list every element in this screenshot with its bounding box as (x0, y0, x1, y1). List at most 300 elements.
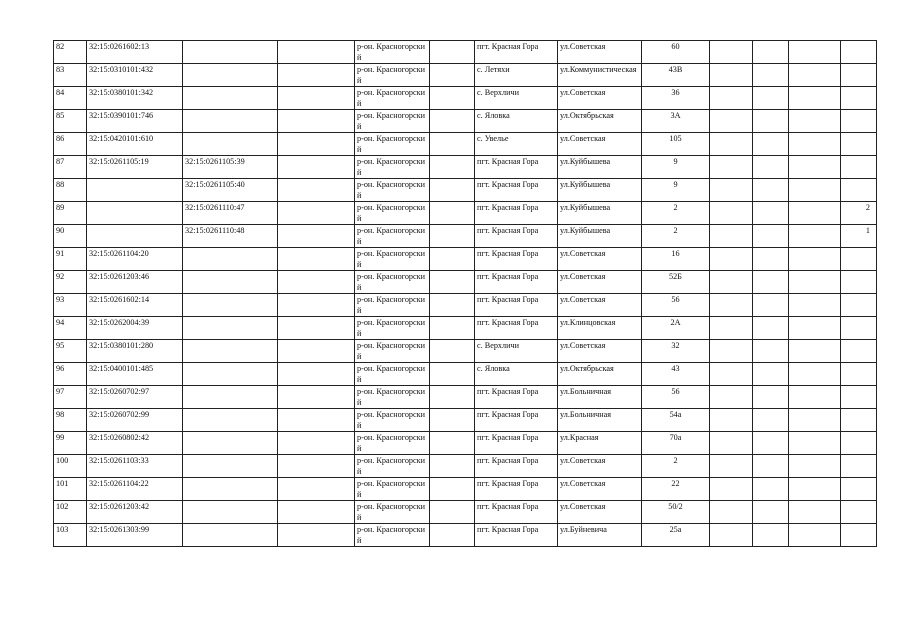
house-number-cell: 9 (642, 179, 710, 202)
house-number-cell: 54а (642, 409, 710, 432)
extra-value-cell (841, 133, 877, 156)
table-row (54, 340, 877, 363)
district-cell: р-он. Красногорский (355, 363, 430, 386)
empty-cell (278, 317, 355, 340)
street-cell: ул.Советская (558, 455, 642, 478)
house-number-cell: 43 (642, 363, 710, 386)
secondary-cadastral-number-cell (183, 455, 278, 478)
secondary-cadastral-number-cell (183, 501, 278, 524)
street-cell: ул.Советская (558, 340, 642, 363)
empty-cell (278, 455, 355, 478)
house-number-cell: 32 (642, 340, 710, 363)
table-row (54, 179, 877, 202)
empty-cell (278, 133, 355, 156)
empty-cell (430, 202, 475, 225)
empty-cell (278, 432, 355, 455)
secondary-cadastral-number-cell (183, 110, 278, 133)
extra-value-cell: 1 (841, 225, 877, 248)
cadastral-number-cell: 32:15:0260802:42 (87, 432, 183, 455)
street-cell: ул.Советская (558, 87, 642, 110)
secondary-cadastral-number-cell (183, 87, 278, 110)
house-number-cell: 50/2 (642, 501, 710, 524)
row-number-cell: 88 (54, 179, 87, 202)
empty-cell (710, 156, 753, 179)
cadastral-number-cell: 32:15:0420101:610 (87, 133, 183, 156)
table-row (54, 501, 877, 524)
house-number-cell: 105 (642, 133, 710, 156)
empty-cell (430, 340, 475, 363)
secondary-cadastral-number-cell (183, 317, 278, 340)
house-number-cell: 56 (642, 386, 710, 409)
settlement-cell: пгт. Красная Гора (475, 432, 558, 455)
empty-cell (789, 225, 841, 248)
row-number-cell: 86 (54, 133, 87, 156)
secondary-cadastral-number-cell: 32:15:0261110:47 (183, 202, 278, 225)
extra-value-cell (841, 294, 877, 317)
row-number-cell: 91 (54, 248, 87, 271)
street-cell: ул.Советская (558, 271, 642, 294)
empty-cell (430, 386, 475, 409)
table-row (54, 41, 877, 64)
settlement-cell: пгт. Красная Гора (475, 317, 558, 340)
empty-cell (789, 455, 841, 478)
empty-cell (789, 409, 841, 432)
empty-cell (753, 202, 789, 225)
cadastral-number-cell: 32:15:0260702:99 (87, 409, 183, 432)
row-number-cell: 103 (54, 524, 87, 547)
empty-cell (710, 41, 753, 64)
empty-cell (278, 87, 355, 110)
empty-cell (278, 248, 355, 271)
empty-cell (710, 363, 753, 386)
district-cell: р-он. Красногорский (355, 110, 430, 133)
empty-cell (710, 340, 753, 363)
settlement-cell: с. Верхличи (475, 340, 558, 363)
empty-cell (278, 64, 355, 87)
extra-value-cell (841, 455, 877, 478)
settlement-cell: пгт. Красная Гора (475, 386, 558, 409)
empty-cell (753, 133, 789, 156)
house-number-cell: 43В (642, 64, 710, 87)
registry-table (53, 40, 877, 547)
empty-cell (789, 271, 841, 294)
empty-cell (278, 179, 355, 202)
district-cell: р-он. Красногорский (355, 156, 430, 179)
settlement-cell: с. Увелье (475, 133, 558, 156)
extra-value-cell (841, 409, 877, 432)
empty-cell (710, 110, 753, 133)
empty-cell (430, 133, 475, 156)
empty-cell (430, 317, 475, 340)
cadastral-number-cell: 32:15:0261303:99 (87, 524, 183, 547)
district-cell: р-он. Красногорский (355, 202, 430, 225)
table-row (54, 271, 877, 294)
row-number-cell: 92 (54, 271, 87, 294)
empty-cell (789, 524, 841, 547)
secondary-cadastral-number-cell (183, 248, 278, 271)
street-cell: ул.Советская (558, 133, 642, 156)
row-number-cell: 95 (54, 340, 87, 363)
district-cell: р-он. Красногорский (355, 386, 430, 409)
table-row (54, 64, 877, 87)
cadastral-number-cell: 32:15:0261203:42 (87, 501, 183, 524)
settlement-cell: пгт. Красная Гора (475, 202, 558, 225)
empty-cell (710, 248, 753, 271)
cadastral-number-cell: 32:15:0260702:97 (87, 386, 183, 409)
table-row (54, 225, 877, 248)
row-number-cell: 96 (54, 363, 87, 386)
district-cell: р-он. Красногорский (355, 501, 430, 524)
empty-cell (753, 271, 789, 294)
empty-cell (753, 294, 789, 317)
secondary-cadastral-number-cell: 32:15:0261105:39 (183, 156, 278, 179)
empty-cell (753, 409, 789, 432)
empty-cell (430, 363, 475, 386)
empty-cell (430, 455, 475, 478)
extra-value-cell (841, 317, 877, 340)
empty-cell (789, 110, 841, 133)
street-cell: ул.Советская (558, 294, 642, 317)
empty-cell (278, 41, 355, 64)
table-row (54, 156, 877, 179)
row-number-cell: 90 (54, 225, 87, 248)
house-number-cell: 3А (642, 110, 710, 133)
extra-value-cell (841, 110, 877, 133)
empty-cell (789, 248, 841, 271)
extra-value-cell (841, 363, 877, 386)
table-row (54, 248, 877, 271)
district-cell: р-он. Красногорский (355, 478, 430, 501)
cadastral-number-cell: 32:15:0262004:39 (87, 317, 183, 340)
district-cell: р-он. Красногорский (355, 64, 430, 87)
empty-cell (710, 87, 753, 110)
extra-value-cell (841, 386, 877, 409)
row-number-cell: 102 (54, 501, 87, 524)
secondary-cadastral-number-cell (183, 294, 278, 317)
cadastral-number-cell (87, 225, 183, 248)
cadastral-number-cell: 32:15:0261602:13 (87, 41, 183, 64)
district-cell: р-он. Красногорский (355, 41, 430, 64)
settlement-cell: пгт. Красная Гора (475, 478, 558, 501)
empty-cell (430, 64, 475, 87)
table-row (54, 455, 877, 478)
row-number-cell: 83 (54, 64, 87, 87)
cadastral-number-cell (87, 179, 183, 202)
empty-cell (753, 478, 789, 501)
street-cell: ул.Буйневича (558, 524, 642, 547)
table-row (54, 386, 877, 409)
empty-cell (430, 156, 475, 179)
street-cell: ул.Куйбышева (558, 225, 642, 248)
district-cell: р-он. Красногорский (355, 524, 430, 547)
street-cell: ул.Октябрьская (558, 110, 642, 133)
empty-cell (789, 64, 841, 87)
extra-value-cell (841, 340, 877, 363)
district-cell: р-он. Красногорский (355, 225, 430, 248)
house-number-cell: 16 (642, 248, 710, 271)
cadastral-number-cell: 32:15:0310101:432 (87, 64, 183, 87)
empty-cell (753, 179, 789, 202)
empty-cell (789, 294, 841, 317)
empty-cell (789, 156, 841, 179)
secondary-cadastral-number-cell: 32:15:0261105:40 (183, 179, 278, 202)
empty-cell (430, 432, 475, 455)
table-row (54, 524, 877, 547)
district-cell: р-он. Красногорский (355, 294, 430, 317)
extra-value-cell (841, 87, 877, 110)
cadastral-number-cell: 32:15:0400101:485 (87, 363, 183, 386)
empty-cell (753, 225, 789, 248)
house-number-cell: 9 (642, 156, 710, 179)
district-cell: р-он. Красногорский (355, 340, 430, 363)
secondary-cadastral-number-cell (183, 271, 278, 294)
secondary-cadastral-number-cell (183, 409, 278, 432)
street-cell: ул.Советская (558, 41, 642, 64)
empty-cell (710, 225, 753, 248)
street-cell: ул.Больничная (558, 386, 642, 409)
house-number-cell: 70а (642, 432, 710, 455)
empty-cell (753, 110, 789, 133)
cadastral-number-cell: 32:15:0261602:14 (87, 294, 183, 317)
settlement-cell: пгт. Красная Гора (475, 41, 558, 64)
empty-cell (789, 87, 841, 110)
row-number-cell: 97 (54, 386, 87, 409)
house-number-cell: 36 (642, 87, 710, 110)
empty-cell (710, 202, 753, 225)
empty-cell (710, 294, 753, 317)
extra-value-cell (841, 271, 877, 294)
row-number-cell: 85 (54, 110, 87, 133)
settlement-cell: пгт. Красная Гора (475, 501, 558, 524)
row-number-cell: 89 (54, 202, 87, 225)
empty-cell (430, 248, 475, 271)
cadastral-number-cell: 32:15:0390101:746 (87, 110, 183, 133)
empty-cell (278, 202, 355, 225)
secondary-cadastral-number-cell (183, 478, 278, 501)
empty-cell (430, 409, 475, 432)
row-number-cell: 87 (54, 156, 87, 179)
empty-cell (278, 524, 355, 547)
secondary-cadastral-number-cell (183, 340, 278, 363)
empty-cell (710, 409, 753, 432)
empty-cell (789, 340, 841, 363)
extra-value-cell (841, 64, 877, 87)
settlement-cell: с. Яловка (475, 110, 558, 133)
street-cell: ул.Куйбышева (558, 179, 642, 202)
cadastral-number-cell: 32:15:0261203:46 (87, 271, 183, 294)
empty-cell (789, 386, 841, 409)
house-number-cell: 2А (642, 317, 710, 340)
cadastral-number-cell: 32:15:0261104:20 (87, 248, 183, 271)
empty-cell (430, 225, 475, 248)
empty-cell (710, 64, 753, 87)
empty-cell (753, 386, 789, 409)
empty-cell (278, 110, 355, 133)
empty-cell (278, 294, 355, 317)
empty-cell (710, 455, 753, 478)
empty-cell (753, 455, 789, 478)
table-body (54, 41, 877, 547)
empty-cell (789, 202, 841, 225)
empty-cell (278, 340, 355, 363)
district-cell: р-он. Красногорский (355, 133, 430, 156)
district-cell: р-он. Красногорский (355, 432, 430, 455)
empty-cell (278, 409, 355, 432)
empty-cell (710, 179, 753, 202)
empty-cell (430, 87, 475, 110)
empty-cell (789, 317, 841, 340)
settlement-cell: пгт. Красная Гора (475, 179, 558, 202)
empty-cell (789, 133, 841, 156)
empty-cell (430, 501, 475, 524)
empty-cell (753, 156, 789, 179)
extra-value-cell (841, 179, 877, 202)
cadastral-number-cell: 32:15:0261104:22 (87, 478, 183, 501)
empty-cell (710, 501, 753, 524)
house-number-cell: 2 (642, 202, 710, 225)
street-cell: ул.Советская (558, 501, 642, 524)
house-number-cell: 2 (642, 225, 710, 248)
street-cell: ул.Октябрьская (558, 363, 642, 386)
row-number-cell: 101 (54, 478, 87, 501)
street-cell: ул.Советская (558, 478, 642, 501)
settlement-cell: пгт. Красная Гора (475, 455, 558, 478)
extra-value-cell (841, 432, 877, 455)
cadastral-number-cell: 32:15:0261103:33 (87, 455, 183, 478)
empty-cell (430, 478, 475, 501)
extra-value-cell (841, 156, 877, 179)
empty-cell (430, 179, 475, 202)
empty-cell (753, 248, 789, 271)
empty-cell (710, 432, 753, 455)
settlement-cell: пгт. Красная Гора (475, 294, 558, 317)
empty-cell (430, 524, 475, 547)
cadastral-number-cell: 32:15:0261105:19 (87, 156, 183, 179)
empty-cell (753, 41, 789, 64)
table-row (54, 363, 877, 386)
empty-cell (278, 363, 355, 386)
empty-cell (753, 432, 789, 455)
cadastral-number-cell: 32:15:0380101:342 (87, 87, 183, 110)
district-cell: р-он. Красногорский (355, 179, 430, 202)
table-row (54, 87, 877, 110)
empty-cell (753, 501, 789, 524)
row-number-cell: 99 (54, 432, 87, 455)
empty-cell (430, 41, 475, 64)
extra-value-cell: 2 (841, 202, 877, 225)
empty-cell (278, 225, 355, 248)
table-row (54, 202, 877, 225)
empty-cell (278, 501, 355, 524)
secondary-cadastral-number-cell (183, 432, 278, 455)
extra-value-cell (841, 524, 877, 547)
empty-cell (710, 478, 753, 501)
house-number-cell: 25а (642, 524, 710, 547)
settlement-cell: пгт. Красная Гора (475, 225, 558, 248)
empty-cell (789, 432, 841, 455)
table-row (54, 133, 877, 156)
empty-cell (278, 271, 355, 294)
row-number-cell: 93 (54, 294, 87, 317)
cadastral-number-cell: 32:15:0380101:280 (87, 340, 183, 363)
row-number-cell: 82 (54, 41, 87, 64)
secondary-cadastral-number-cell (183, 386, 278, 409)
secondary-cadastral-number-cell (183, 133, 278, 156)
district-cell: р-он. Красногорский (355, 455, 430, 478)
empty-cell (753, 363, 789, 386)
settlement-cell: с. Летяхи (475, 64, 558, 87)
settlement-cell: пгт. Красная Гора (475, 409, 558, 432)
secondary-cadastral-number-cell: 32:15:0261110:48 (183, 225, 278, 248)
settlement-cell: с. Верхличи (475, 87, 558, 110)
settlement-cell: пгт. Красная Гора (475, 248, 558, 271)
extra-value-cell (841, 501, 877, 524)
empty-cell (789, 41, 841, 64)
extra-value-cell (841, 41, 877, 64)
secondary-cadastral-number-cell (183, 41, 278, 64)
empty-cell (430, 294, 475, 317)
empty-cell (753, 340, 789, 363)
street-cell: ул.Советская (558, 248, 642, 271)
district-cell: р-он. Красногорский (355, 271, 430, 294)
empty-cell (753, 87, 789, 110)
row-number-cell: 98 (54, 409, 87, 432)
street-cell: ул.Клинцовская (558, 317, 642, 340)
table-row (54, 432, 877, 455)
empty-cell (710, 317, 753, 340)
empty-cell (710, 386, 753, 409)
empty-cell (710, 271, 753, 294)
table-row (54, 409, 877, 432)
empty-cell (278, 386, 355, 409)
district-cell: р-он. Красногорский (355, 409, 430, 432)
secondary-cadastral-number-cell (183, 524, 278, 547)
table-row (54, 317, 877, 340)
settlement-cell: пгт. Красная Гора (475, 524, 558, 547)
settlement-cell: пгт. Красная Гора (475, 156, 558, 179)
row-number-cell: 84 (54, 87, 87, 110)
district-cell: р-он. Красногорский (355, 248, 430, 271)
empty-cell (789, 501, 841, 524)
empty-cell (789, 363, 841, 386)
empty-cell (710, 133, 753, 156)
row-number-cell: 100 (54, 455, 87, 478)
street-cell: ул.Куйбышева (558, 202, 642, 225)
street-cell: ул.Куйбышева (558, 156, 642, 179)
table-row (54, 478, 877, 501)
house-number-cell: 2 (642, 455, 710, 478)
empty-cell (753, 64, 789, 87)
street-cell: ул.Больничная (558, 409, 642, 432)
extra-value-cell (841, 478, 877, 501)
settlement-cell: пгт. Красная Гора (475, 271, 558, 294)
empty-cell (278, 156, 355, 179)
empty-cell (753, 524, 789, 547)
empty-cell (430, 110, 475, 133)
empty-cell (430, 271, 475, 294)
cadastral-number-cell (87, 202, 183, 225)
extra-value-cell (841, 248, 877, 271)
settlement-cell: с. Яловка (475, 363, 558, 386)
empty-cell (789, 478, 841, 501)
house-number-cell: 56 (642, 294, 710, 317)
street-cell: ул.Коммунистическая (558, 64, 642, 87)
empty-cell (753, 317, 789, 340)
street-cell: ул.Красная (558, 432, 642, 455)
house-number-cell: 60 (642, 41, 710, 64)
district-cell: р-он. Красногорский (355, 87, 430, 110)
row-number-cell: 94 (54, 317, 87, 340)
